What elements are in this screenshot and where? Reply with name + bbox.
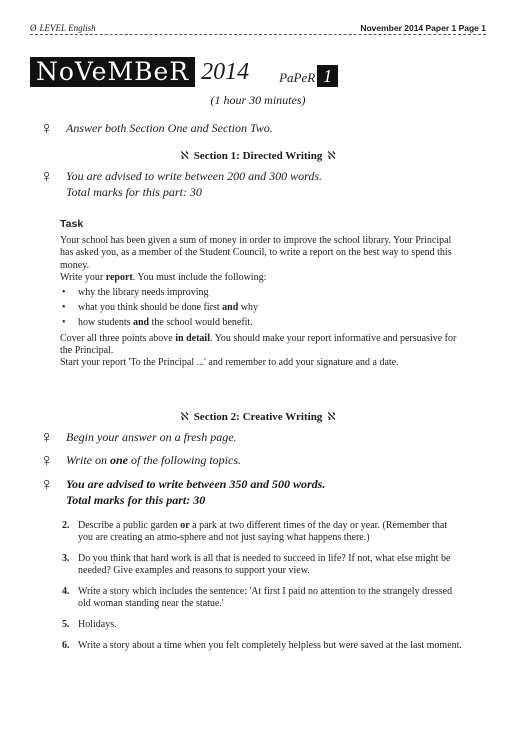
section2-advice [40, 476, 325, 508]
cover-bold: in detail [175, 332, 210, 344]
section1-marks: Total marks for this part: 30 [66, 185, 202, 199]
page-header [30, 20, 486, 33]
topic-item [62, 586, 462, 610]
title-month: NoVeMBeR [30, 57, 195, 87]
topic-item [62, 640, 462, 652]
cover-prefix: Cover all three points above [60, 332, 176, 344]
exam-duration: (1 hour 30 minutes) [210, 93, 306, 107]
section2-begin-text: Begin your answer on a fresh page. [66, 430, 237, 444]
topic-item [62, 619, 462, 631]
topic-number: 2. [62, 520, 70, 531]
task-cover-line [60, 333, 460, 357]
pin-icon: ♀ [40, 474, 54, 494]
write-on-suffix: of the following topics. [128, 453, 241, 467]
section2-heading [0, 410, 516, 423]
topic-number: 5. [62, 619, 70, 630]
ornament-left-icon: ℵ [180, 411, 189, 423]
bullet-suffix: why [238, 302, 259, 314]
section2-advice-text [66, 476, 325, 508]
ornament-right-icon: ℵ [327, 150, 336, 162]
topic-text: Do you think that hard work is all that is needed to succeed in life? If not, what else might be needed? Give examples and reasons to support your view. [78, 553, 451, 576]
section1-advice [40, 168, 322, 200]
circle-mark-icon: Ø [30, 23, 37, 33]
task-write-line [60, 272, 460, 284]
bullet-text: how students [78, 317, 133, 329]
paper-number: 1 [317, 65, 338, 87]
task-paragraph: Your school has been given a sum of money in order to improve the school library. Your Principal has asked you, as a member of the Student Council, to write a report on the best way to spend this money. [60, 235, 452, 271]
task-bullet [60, 302, 460, 314]
bullet-text: why the library needs improving [78, 287, 209, 299]
header-subject: LEVEL English [39, 23, 96, 33]
ornament-left-icon: ℵ [180, 150, 189, 162]
bullet-text: what you think should be done first [78, 302, 223, 314]
task-bullet [60, 287, 460, 299]
topic-text: Write a story about a time when you felt completely helpless but were saved at the last moment. [78, 640, 462, 651]
bullet-bold: and [133, 317, 150, 329]
write-on-prefix: Write on [66, 453, 110, 467]
instruction-answer-both [40, 120, 273, 136]
task-write-prefix: Write your [60, 271, 106, 283]
section2-write-on [40, 452, 241, 468]
topic-number: 4. [62, 586, 70, 597]
cover-suffix: . You should make your report informative and persuasive for the Principal. [60, 332, 457, 356]
paper-label-group [279, 65, 338, 87]
header-divider [30, 34, 486, 35]
header-page-info: November 2014 Paper 1 Page 1 [360, 23, 486, 33]
pin-icon: ♀ [40, 118, 54, 138]
title-row [30, 57, 338, 87]
pin-icon: ♀ [40, 450, 54, 470]
section2-marks: Total marks for this part: 30 [66, 493, 206, 507]
task-title: Task [60, 218, 84, 230]
topic-text-rest: a park at two different times of the day or year. (Remember that you are creating an atmo-sphere and not just saying what happens there.) [78, 520, 448, 543]
section1-word-limit: You are advised to write between 200 and 300 words. [66, 169, 322, 183]
paper-label: PaPeR [279, 70, 316, 85]
topics-list [62, 520, 462, 661]
header-left [30, 23, 96, 33]
topic-bold: or [180, 520, 190, 531]
ornament-right-icon: ℵ [327, 411, 336, 423]
topic-number: 3. [62, 553, 70, 564]
task-bullet-list [60, 287, 460, 330]
instruction-text: Answer both Section One and Section Two. [66, 121, 273, 135]
title-year: 2014 [201, 59, 250, 85]
task-write-bold: report [105, 271, 133, 283]
topic-item [62, 553, 462, 577]
pin-icon: ♀ [40, 166, 54, 186]
task-write-suffix: . You must include the following: [132, 271, 267, 283]
section1-advice-text [66, 168, 322, 200]
topic-text: Describe a public garden [78, 520, 181, 531]
pin-icon: ♀ [40, 427, 54, 447]
section2-word-limit: You are advised to write between 350 and 500 words. [66, 477, 326, 491]
topic-text: Write a story which includes the sentence: 'At first I paid no attention to the strangely dressed old woman standing near the statue.' [78, 586, 453, 609]
task-start-line: Start your report 'To the Principal ...' and remember to add your signature and a date. [60, 357, 399, 369]
section1-title: Section 1: Directed Writing [193, 150, 323, 162]
topic-text: Holidays. [78, 619, 117, 630]
topic-number: 6. [62, 640, 70, 651]
section2-title: Section 2: Creative Writing [193, 411, 323, 423]
write-on-bold: one [110, 453, 128, 467]
section2-begin [40, 429, 237, 445]
task-bullet [60, 317, 460, 329]
section1-task [60, 218, 460, 369]
bullet-bold: and [222, 302, 239, 314]
section1-heading [0, 149, 516, 162]
topic-item [62, 520, 462, 544]
bullet-suffix: the school would benefit. [149, 317, 253, 329]
section2-write-on-text [66, 452, 241, 468]
